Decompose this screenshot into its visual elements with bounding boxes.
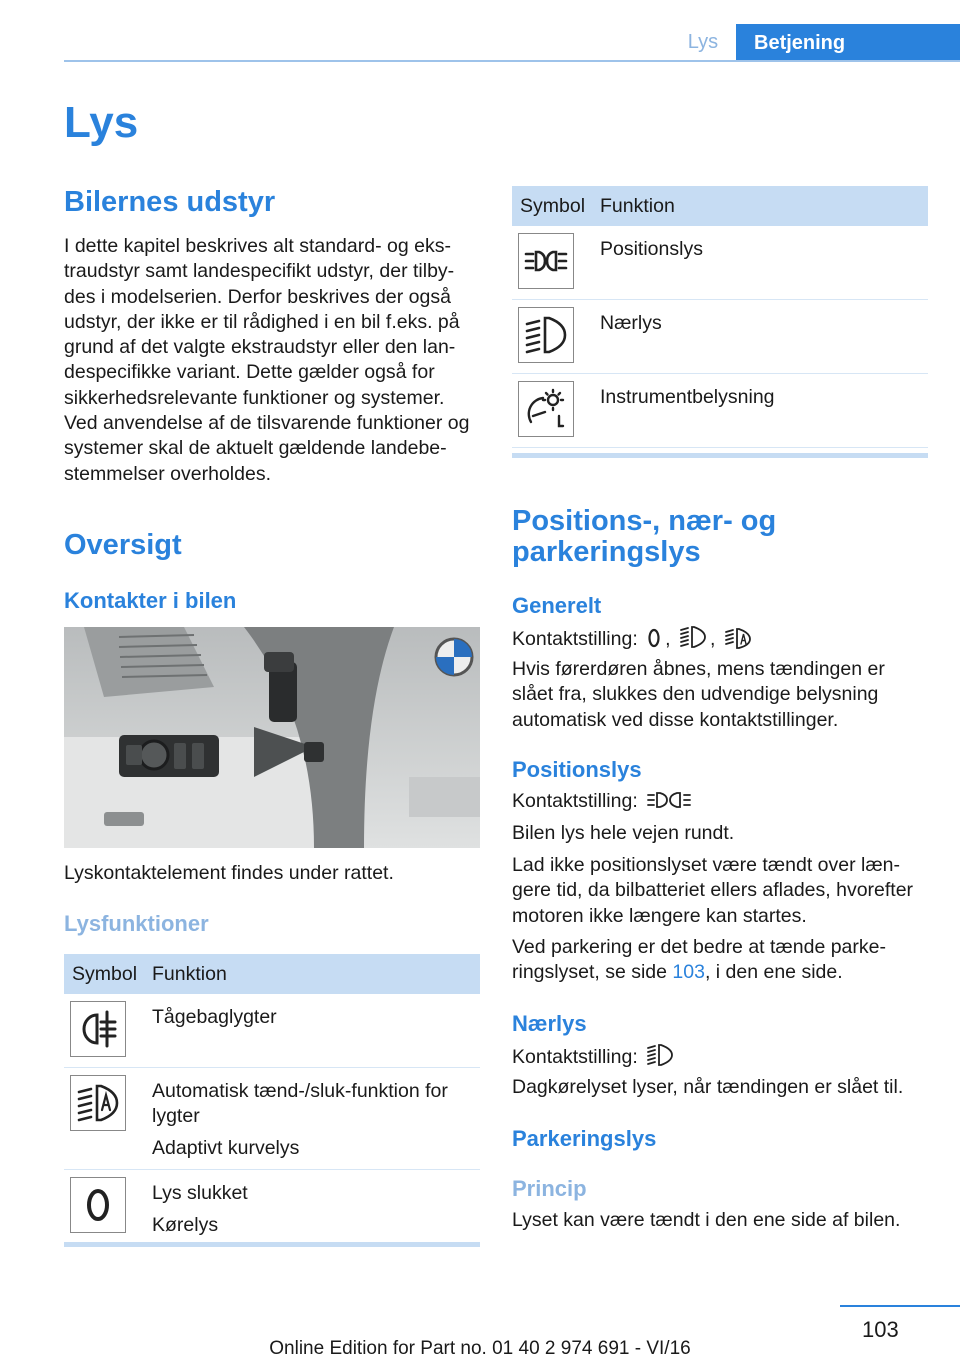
instrument-lighting-icon [518, 381, 574, 437]
light-functions-table [64, 954, 480, 1247]
off-position-icon [646, 627, 662, 656]
page-reference-link[interactable]: 103 [672, 961, 705, 984]
symbol-column-header: Symbol [64, 954, 144, 994]
parking-light-icon [646, 789, 694, 818]
low-beam-text: Dagkørelyset lyser, når tændingen er slået til. [512, 1076, 904, 1098]
equipment-text: I dette kapitel beskrives alt standard- og eks‐ traudstyr samt landespecifikt udstyr, der tilby‐ des i modelserien. Derfor beskrives der også udstyr, der ikke er til rådighed i en bil f.eks. på grund af det valgte ekstraudstyr eller den lan‐ despecifikke variant. Dette gælder også for sikkerhedsrelevante funktioner og systemer. Ved anvendelse af de tilsvarende funktioner og systemer skal de aktuelt gældende landebe‐ stemmelser overholdes. [64, 235, 470, 485]
function-label: Automatisk tænd-/sluk-funktion for lygter [152, 1080, 448, 1127]
header-rule [64, 60, 960, 62]
photo-caption: Lyskontaktelement findes under rattet. [64, 862, 394, 884]
roadside-parking-heading: Parkeringslys [512, 1126, 657, 1151]
overview-heading: Oversigt [64, 529, 182, 561]
fog-rear-light-icon [70, 1001, 126, 1057]
auto-headlight-icon [724, 625, 752, 656]
page-title: Lys [64, 98, 139, 147]
dashboard-light-switch-photo [64, 627, 480, 848]
function-label: Lys slukket [152, 1182, 248, 1204]
switches-subheading: Kontakter i bilen [64, 588, 237, 613]
general-text: Hvis førerdøren åbnes, mens tændingen er slået fra, slukkes den udvendige belysning automatisk ved disse kontaktstillinger. [512, 658, 885, 731]
parking-light-icon [518, 233, 574, 289]
auto-headlight-icon [70, 1075, 126, 1131]
general-switch-positions: Kontaktstilling: , , [512, 625, 755, 656]
footer-rule [840, 1305, 960, 1307]
roadside-parking-text: Lyset kan være tændt i den ene side af bilen. [512, 1209, 901, 1231]
function-label: Adaptivt kurvelys [152, 1137, 300, 1159]
function-label: Nærlys [600, 312, 662, 334]
low-beam-icon [679, 625, 707, 656]
table-end-rule [512, 453, 928, 458]
table-row [64, 1068, 480, 1170]
table-row [512, 300, 928, 374]
symbol-column-header: Symbol [512, 186, 592, 226]
table-row [512, 226, 928, 300]
table-end-rule [64, 1242, 480, 1247]
footer-edition: Online Edition for Part no. 01 40 2 974 691 - VI/16 [269, 1338, 691, 1359]
function-label: Positionslys [600, 238, 703, 260]
parking-lights-text: Bilen lys hele vejen rundt. [512, 822, 735, 844]
parking-lights-switch-position: Kontaktstilling: [512, 789, 697, 818]
general-heading: Generelt [512, 593, 602, 618]
parking-lights-warning: Lad ikke positionslyset være tændt over læn‐ gere tid, da bilbatteriet ellers aflades, hvorefter motoren ikke længere kan startes. [512, 854, 914, 927]
low-beam-icon [646, 1043, 674, 1074]
low-beam-heading: Nærlys [512, 1011, 587, 1036]
low-beam-icon [518, 307, 574, 363]
table-row [64, 1170, 480, 1247]
function-label: Tågebaglygter [152, 1006, 277, 1028]
low-beam-switch-position: Kontaktstilling: [512, 1043, 677, 1074]
light-symbols-table [512, 186, 928, 448]
parking-lights-recommendation: Ved parkering er det bedre at tænde parke‐ ringslyset, se side 103, i den ene side. [512, 936, 886, 984]
equipment-heading: Bilernes udstyr [64, 186, 276, 218]
principle-subheading: Princip [512, 1176, 587, 1201]
lights-off-icon [70, 1177, 126, 1233]
positions-heading: Positions-, nær- og parkeringslys [512, 505, 777, 568]
table-row [64, 994, 480, 1068]
header-section-label: Lys [687, 31, 719, 53]
function-label: Instrumentbelysning [600, 386, 775, 408]
light-functions-heading: Lysfunktioner [64, 911, 209, 936]
function-column-header: Funktion [592, 186, 928, 226]
parking-lights-heading: Positionslys [512, 757, 642, 782]
header-chapter-tab: Betjening [736, 24, 960, 62]
page-number: 103 [862, 1317, 899, 1342]
table-row [512, 374, 928, 448]
function-label: Kørelys [152, 1214, 219, 1236]
function-column-header: Funktion [144, 954, 480, 994]
